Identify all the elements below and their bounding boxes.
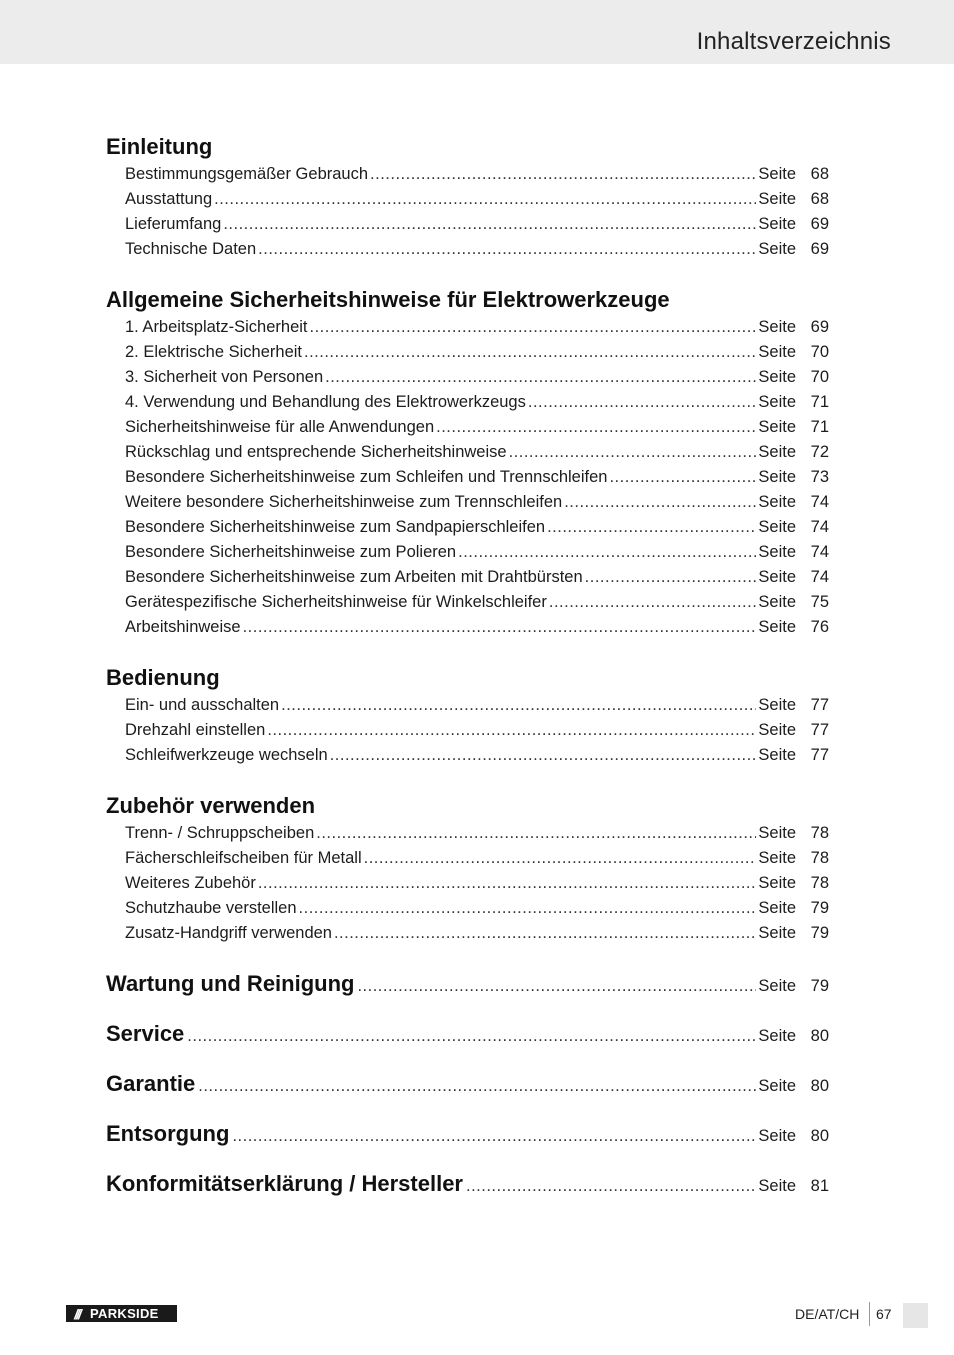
entry-label: Schleifwerkzeuge wechseln [125, 746, 328, 764]
entry-page-number: 80 [810, 1127, 829, 1145]
toc-entry[interactable] [125, 237, 829, 262]
entry-page-number: 69 [810, 240, 829, 258]
toc-entry[interactable] [125, 743, 829, 768]
leader-dots [549, 590, 757, 615]
entry-page-number: 80 [810, 1027, 829, 1045]
footer-tab-box [903, 1303, 928, 1328]
main-entry-label: Konformitätserklärung / Hersteller [106, 1171, 463, 1196]
toc-entry[interactable] [125, 921, 829, 946]
entry-label: Schutzhaube verstellen [125, 899, 297, 917]
toc-entry[interactable] [125, 315, 829, 340]
leader-dots [528, 390, 757, 415]
leader-dots [232, 1121, 756, 1151]
entry-page-word: Seite [758, 618, 796, 636]
entry-page-number: 79 [810, 924, 829, 942]
entry-page-word: Seite [758, 240, 796, 258]
toc-entry[interactable] [125, 187, 829, 212]
toc-entry[interactable] [125, 390, 829, 415]
entry-page-number: 74 [810, 568, 829, 586]
main-entry-label: Garantie [106, 1071, 196, 1096]
toc-entry[interactable] [125, 896, 829, 921]
leader-dots [370, 162, 756, 187]
leader-dots [281, 693, 756, 718]
toc-section-einleitung [106, 132, 829, 262]
entry-page-number: 69 [810, 215, 829, 233]
leader-dots [243, 615, 757, 640]
footer-language-codes: DE/AT/CH [795, 1306, 860, 1322]
entry-page-word: Seite [758, 518, 796, 536]
entry-label: 4. Verwendung und Behandlung des Elektrowerkzeugs [125, 393, 526, 411]
entry-page-word: Seite [758, 1027, 796, 1045]
entry-label: Besondere Sicherheitshinweise zum Arbeiten mit Drahtbürsten [125, 568, 583, 586]
toc-entry[interactable] [125, 540, 829, 565]
entry-page-word: Seite [758, 874, 796, 892]
toc-entry[interactable] [125, 615, 829, 640]
entry-page-number: 78 [810, 874, 829, 892]
leader-dots [187, 1021, 756, 1051]
leader-dots [198, 1071, 756, 1101]
entry-page-number: 79 [810, 977, 829, 995]
toc-main-entry-service[interactable] [106, 1019, 829, 1049]
toc-entry[interactable] [125, 490, 829, 515]
toc-entry[interactable] [125, 440, 829, 465]
entry-label: Weiteres Zubehör [125, 874, 256, 892]
entry-label: 3. Sicherheit von Personen [125, 368, 324, 386]
toc-entry[interactable] [125, 465, 829, 490]
entry-label: Bestimmungsgemäßer Gebrauch [125, 165, 369, 183]
entry-page-word: Seite [758, 190, 796, 208]
entry-label: Besondere Sicherheitshinweise zum Polieren [125, 543, 457, 561]
entry-page-number: 80 [810, 1077, 829, 1095]
leader-dots [466, 1171, 756, 1201]
entry-page-word: Seite [758, 924, 796, 942]
entry-page-number: 71 [810, 393, 829, 411]
toc-entry[interactable] [125, 821, 829, 846]
table-of-contents [106, 132, 829, 1199]
toc-entry[interactable] [125, 718, 829, 743]
leader-dots [564, 490, 756, 515]
leader-dots [547, 515, 756, 540]
leader-dots [223, 212, 756, 237]
entry-page-word: Seite [758, 443, 796, 461]
entry-page-number: 78 [810, 824, 829, 842]
entry-label: Lieferumfang [125, 215, 222, 233]
entry-page-number: 76 [810, 618, 829, 636]
entry-page-word: Seite [758, 543, 796, 561]
entry-page-number: 68 [810, 190, 829, 208]
page-title: Inhaltsverzeichnis [696, 28, 891, 55]
entry-label: 2. Elektrische Sicherheit [125, 343, 302, 361]
entry-label: Besondere Sicherheitshinweise zum Sandpapierschleifen [125, 518, 546, 536]
entry-page-number: 71 [810, 418, 829, 436]
entry-page-word: Seite [758, 721, 796, 739]
toc-main-entry-wartung[interactable] [106, 969, 829, 999]
section-heading: Bedienung [106, 665, 220, 690]
leader-dots [214, 187, 756, 212]
toc-main-entry-garantie[interactable] [106, 1069, 829, 1099]
leader-dots [609, 465, 756, 490]
entry-label: 1. Arbeitsplatz-Sicherheit [125, 318, 308, 336]
entry-page-number: 74 [810, 543, 829, 561]
toc-entry[interactable] [125, 365, 829, 390]
toc-main-entry-konformitaet[interactable] [106, 1169, 829, 1199]
entry-label: Ein- und ausschalten [125, 696, 280, 714]
entry-page-number: 75 [810, 593, 829, 611]
entry-page-number: 72 [810, 443, 829, 461]
leader-dots [330, 743, 757, 768]
leader-dots [585, 565, 757, 590]
entry-page-word: Seite [758, 318, 796, 336]
leader-dots [316, 821, 756, 846]
entry-label: Rückschlag und entsprechende Sicherheitshinweise [125, 443, 507, 461]
entry-page-number: 77 [810, 746, 829, 764]
toc-entry[interactable] [125, 212, 829, 237]
footer-divider [869, 1302, 870, 1326]
leader-dots [357, 971, 756, 1001]
leader-dots [310, 315, 757, 340]
toc-entry[interactable] [125, 871, 829, 896]
entry-page-word: Seite [758, 418, 796, 436]
entry-page-number: 70 [810, 343, 829, 361]
footer-page-number: 67 [876, 1306, 892, 1322]
entry-page-number: 79 [810, 899, 829, 917]
leader-dots [334, 921, 756, 946]
entry-page-number: 68 [810, 165, 829, 183]
toc-entry[interactable] [125, 515, 829, 540]
leader-dots [325, 365, 756, 390]
entry-page-word: Seite [758, 899, 796, 917]
main-entry-label: Entsorgung [106, 1121, 230, 1146]
toc-section-zubehoer [106, 791, 829, 946]
entry-page-word: Seite [758, 746, 796, 764]
entry-page-word: Seite [758, 343, 796, 361]
leader-dots [436, 415, 756, 440]
entry-page-number: 77 [810, 696, 829, 714]
leader-dots [299, 896, 757, 921]
entry-label: Technische Daten [125, 240, 257, 258]
toc-entry[interactable] [125, 162, 829, 187]
entry-label: Arbeitshinweise [125, 618, 241, 636]
parkside-logo [66, 1305, 177, 1322]
entry-page-word: Seite [758, 1077, 796, 1095]
entry-label: Sicherheitshinweise für alle Anwendungen [125, 418, 435, 436]
toc-main-entry-entsorgung[interactable] [106, 1119, 829, 1149]
entry-page-word: Seite [758, 696, 796, 714]
entry-page-word: Seite [758, 1177, 796, 1195]
entry-page-word: Seite [758, 1127, 796, 1145]
entry-label: Trenn- / Schruppscheiben [125, 824, 315, 842]
entry-page-number: 78 [810, 849, 829, 867]
entry-page-word: Seite [758, 165, 796, 183]
entry-label: Zusatz-Handgriff verwenden [125, 924, 332, 942]
leader-dots [258, 871, 757, 896]
leader-dots [458, 540, 756, 565]
entry-label: Ausstattung [125, 190, 213, 208]
toc-entry[interactable] [125, 693, 829, 718]
entry-page-word: Seite [758, 393, 796, 411]
toc-section-sicherheitshinweise [106, 285, 829, 640]
entry-page-word: Seite [758, 593, 796, 611]
header-band [0, 0, 954, 64]
entry-label: Fächerschleifscheiben für Metall [125, 849, 362, 867]
section-heading: Allgemeine Sicherheitshinweise für Elektrowerkzeuge [106, 287, 670, 312]
toc-entry[interactable] [125, 590, 829, 615]
entry-page-number: 69 [810, 318, 829, 336]
entry-page-number: 74 [810, 493, 829, 511]
entry-page-word: Seite [758, 849, 796, 867]
leader-dots [509, 440, 757, 465]
entry-page-number: 77 [810, 721, 829, 739]
logo-stripes-icon: /// [74, 1305, 80, 1322]
leader-dots [304, 340, 756, 365]
toc-entry[interactable] [125, 846, 829, 871]
entry-label: Drehzahl einstellen [125, 721, 266, 739]
main-entry-label: Wartung und Reinigung [106, 971, 355, 996]
entry-page-number: 70 [810, 368, 829, 386]
toc-section-bedienung [106, 663, 829, 768]
entry-page-word: Seite [758, 468, 796, 486]
entry-label: Besondere Sicherheitshinweise zum Schleifen und Trennschleifen [125, 468, 608, 486]
leader-dots [267, 718, 756, 743]
leader-dots [258, 237, 756, 262]
entry-page-number: 74 [810, 518, 829, 536]
entry-page-word: Seite [758, 368, 796, 386]
entry-page-number: 73 [810, 468, 829, 486]
logo-text: PARKSIDE [90, 1306, 159, 1321]
toc-entry[interactable] [125, 415, 829, 440]
toc-entry[interactable] [125, 565, 829, 590]
entry-page-word: Seite [758, 215, 796, 233]
entry-page-word: Seite [758, 977, 796, 995]
section-heading: Zubehör verwenden [106, 793, 316, 818]
entry-page-word: Seite [758, 493, 796, 511]
section-heading: Einleitung [106, 134, 213, 159]
leader-dots [364, 846, 757, 871]
entry-page-word: Seite [758, 568, 796, 586]
main-entry-label: Service [106, 1021, 185, 1046]
entry-page-number: 81 [810, 1177, 829, 1195]
toc-entry[interactable] [125, 340, 829, 365]
entry-page-word: Seite [758, 824, 796, 842]
entry-label: Weitere besondere Sicherheitshinweise zum Trennschleifen [125, 493, 563, 511]
entry-label: Gerätespezifische Sicherheitshinweise für Winkelschleifer [125, 593, 547, 611]
